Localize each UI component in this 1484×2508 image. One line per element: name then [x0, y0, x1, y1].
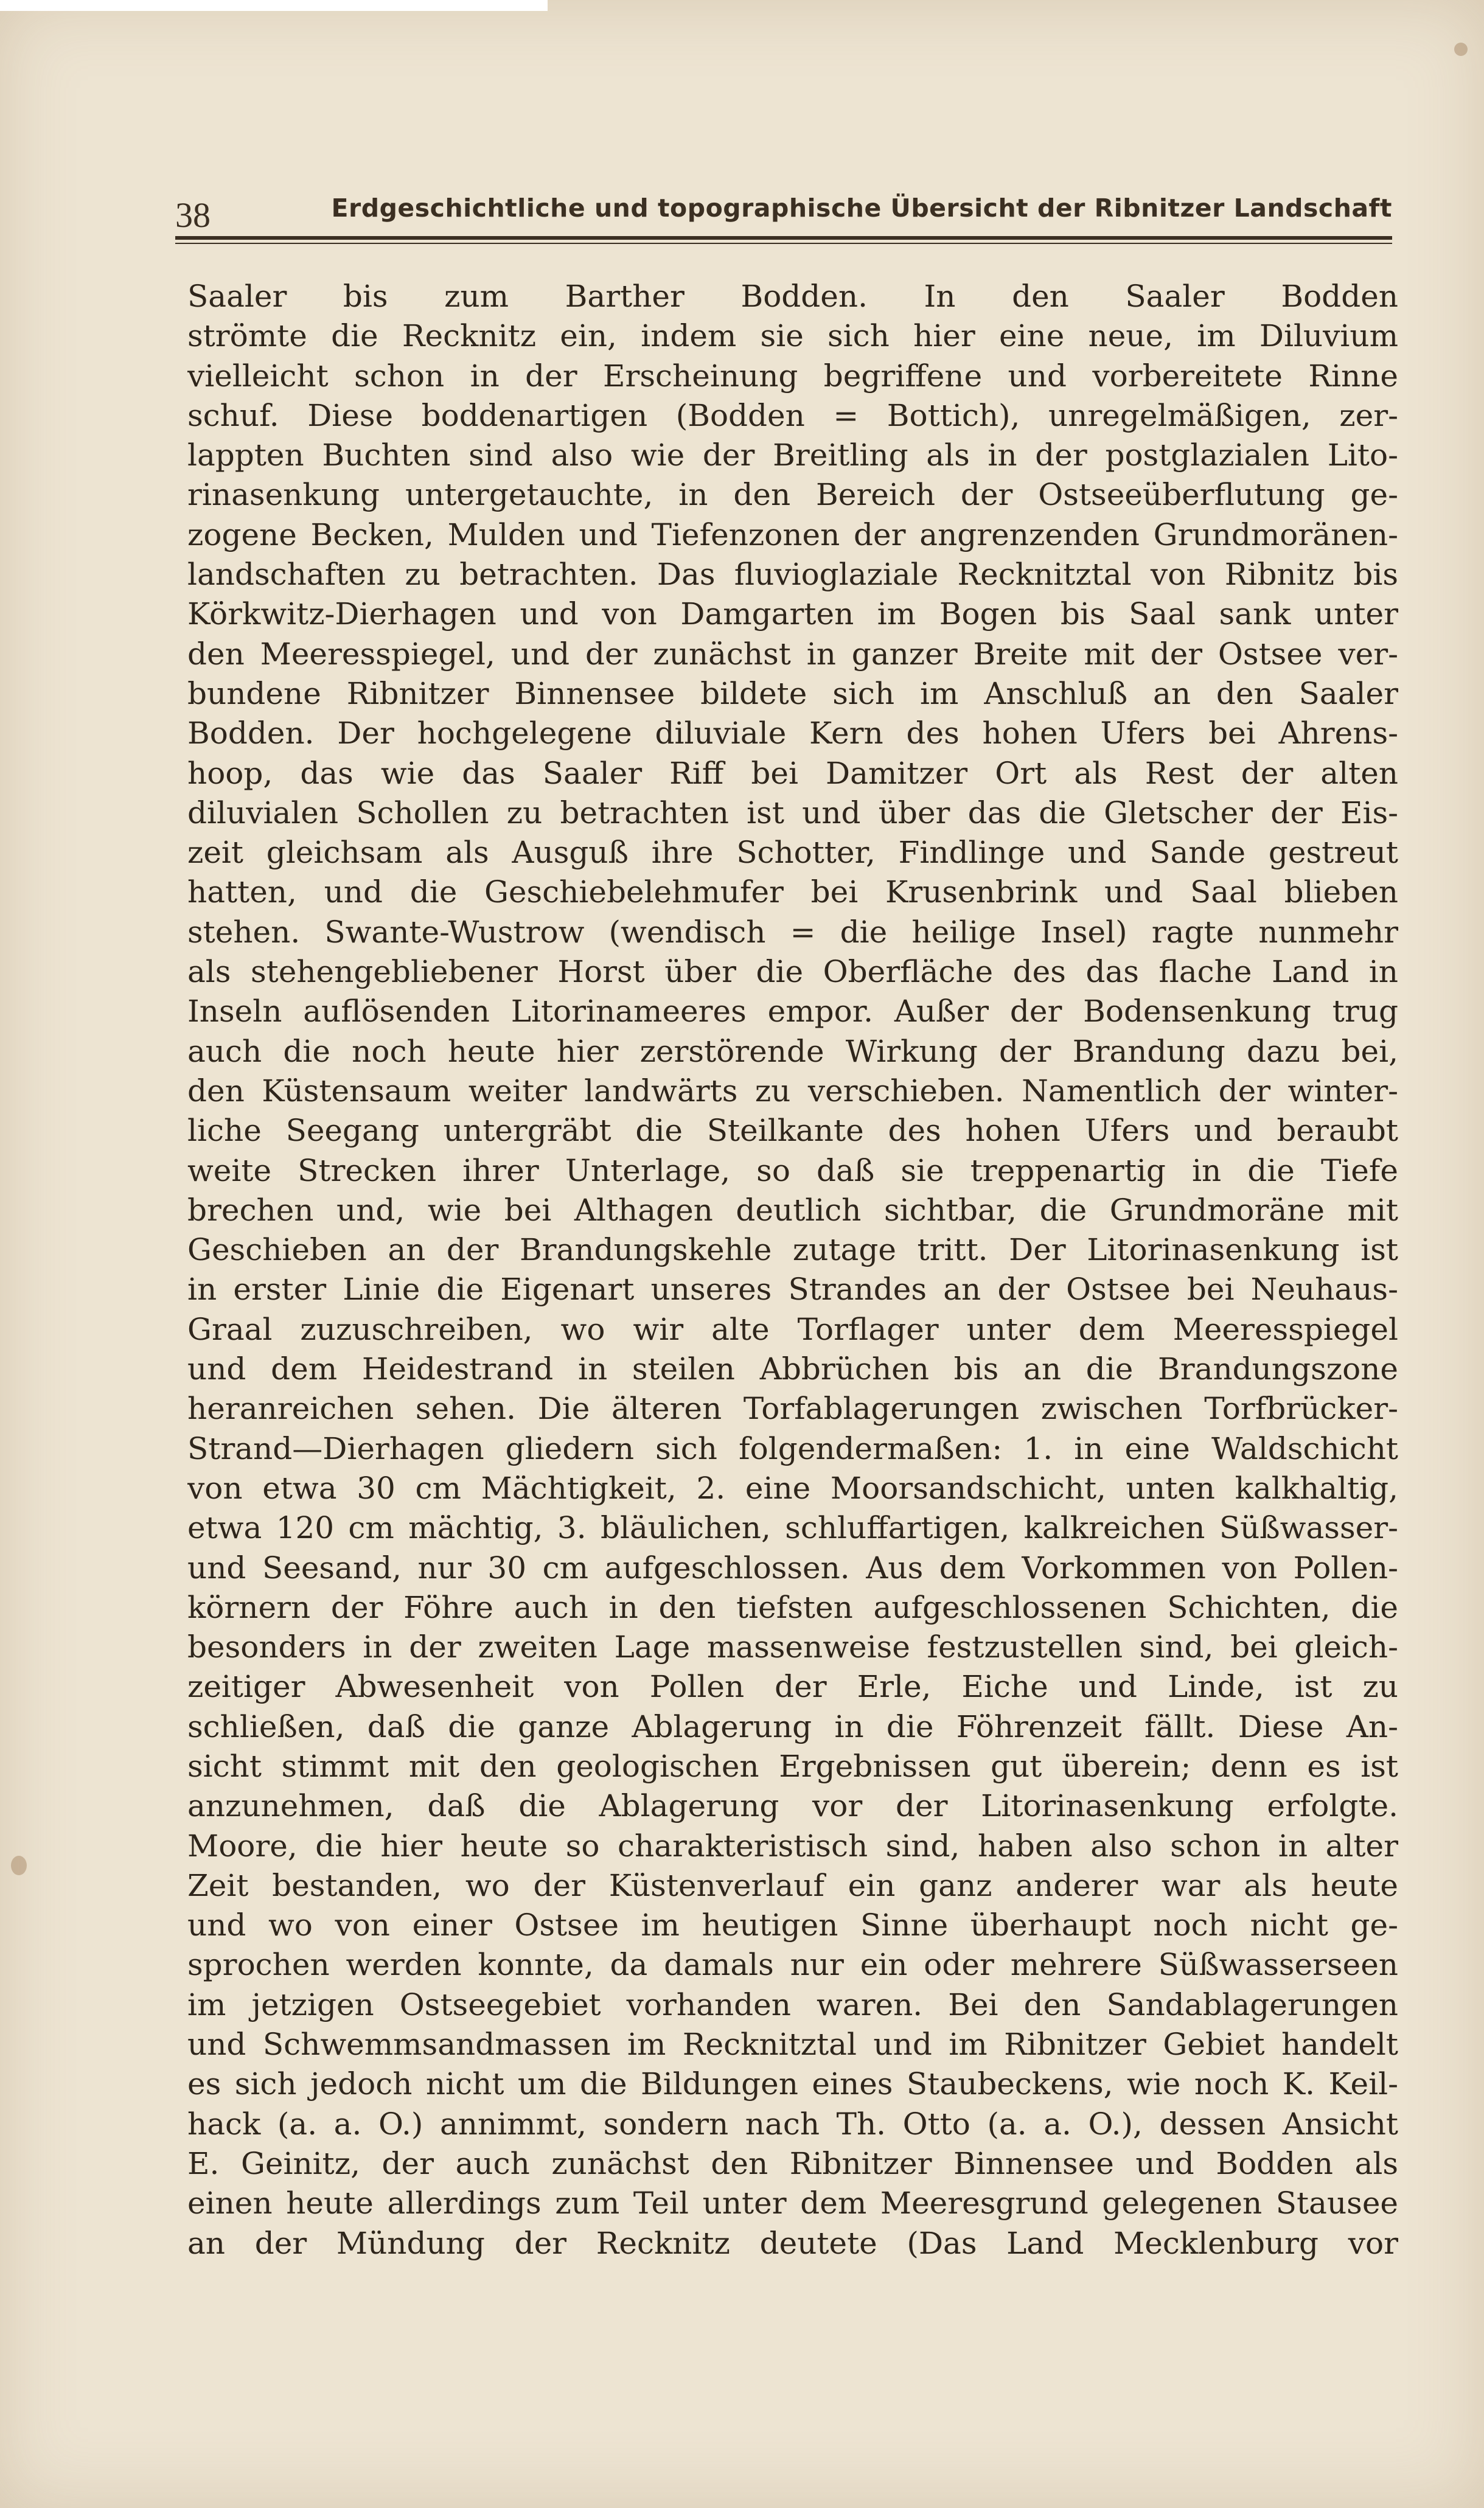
text-line: rinasenkung untergetauchte, in den Bereich der Ostseeüberflutung ge-	[187, 477, 1398, 513]
text-line: in erster Linie die Eigenart unseres Strandes an der Ostsee bei Neuhaus-	[187, 1272, 1398, 1308]
text-line: hoop, das wie das Saaler Riff bei Damitzer Ort als Rest der alten	[187, 755, 1398, 791]
text-line: Geschieben an der Brandungskehle zutage tritt. Der Litorinasenkung ist	[187, 1232, 1398, 1268]
text-line: bundene Ribnitzer Binnensee bildete sich im Anschluß an den Saaler	[187, 675, 1398, 711]
text-line: Zeit bestanden, wo der Küstenverlauf ein ganz anderer war als heute	[187, 1867, 1398, 1903]
text-line: von etwa 30 cm Mächtigkeit, 2. eine Moorsandschicht, unten kalkhaltig,	[187, 1470, 1398, 1506]
text-line: zeit gleichsam als Ausguß ihre Schotter, Findlinge und Sande gestreut	[187, 835, 1398, 871]
text-line: brechen und, wie bei Althagen deutlich sichtbar, die Grundmoräne mit	[187, 1192, 1398, 1228]
text-line: besonders in der zweiten Lage massenweise festzustellen sind, bei gleich-	[187, 1629, 1398, 1665]
text-line: Strand—Dierhagen gliedern sich folgendermaßen: 1. in eine Waldschicht	[187, 1430, 1398, 1466]
text-line: sicht stimmt mit den geologischen Ergebnissen gut überein; denn es ist	[187, 1748, 1398, 1784]
page-header	[175, 189, 1392, 235]
text-line: Saaler bis zum Barther Bodden. In den Saaler Bodden	[187, 279, 1398, 314]
header-rule-thin	[175, 243, 1392, 244]
text-line: landschaften zu betrachten. Das fluvioglaziale Recknitztal von Ribnitz bis	[187, 557, 1398, 593]
text-line: Körkwitz-Dierhagen und von Damgarten im Bogen bis Saal sank unter	[187, 596, 1398, 632]
text-line: den Küstensaum weiter landwärts zu verschieben. Namentlich der winter-	[187, 1073, 1398, 1109]
text-line: und Schwemmsandmassen im Recknitztal und im Ribnitzer Gebiet handelt	[187, 2027, 1398, 2063]
text-line: einen heute allerdings zum Teil unter dem Meeresgrund gelegenen Stausee	[187, 2186, 1398, 2221]
text-line: Inseln auflösenden Litorinameeres empor. Außer der Bodensenkung trug	[187, 994, 1398, 1029]
text-line: hack (a. a. O.) annimmt, sondern nach Th. Otto (a. a. O.), dessen Ansicht	[187, 2106, 1398, 2142]
text-line: heranreichen sehen. Die älteren Torfablagerungen zwischen Torfbrücker-	[187, 1391, 1398, 1427]
text-line: an der Mündung der Recknitz deutete (Das Land Mecklenburg vor	[187, 2225, 1398, 2261]
text-line: den Meeresspiegel, und der zunächst in ganzer Breite mit der Ostsee ver-	[187, 636, 1398, 672]
text-line: und dem Heidestrand in steilen Abbrüchen bis an die Brandungszone	[187, 1351, 1398, 1387]
text-line: auch die noch heute hier zerstörende Wirkung der Brandung dazu bei,	[187, 1033, 1398, 1069]
text-line: und wo von einer Ostsee im heutigen Sinne überhaupt noch nicht ge-	[187, 1907, 1398, 1943]
text-line: vielleicht schon in der Erscheinung begriffene und vorbereitete Rinne	[187, 358, 1398, 394]
paper-stain	[1454, 43, 1468, 56]
text-line: zogene Becken, Mulden und Tiefenzonen der angrenzenden Grundmoränen-	[187, 517, 1398, 552]
header-rule-thick	[175, 236, 1392, 240]
text-line: und Seesand, nur 30 cm aufgeschlossen. Aus dem Vorkommen von Pollen-	[187, 1550, 1398, 1586]
text-line: als stehengebliebener Horst über die Oberfläche des das flache Land in	[187, 954, 1398, 990]
text-line: hatten, und die Geschiebelehmufer bei Krusenbrink und Saal blieben	[187, 874, 1398, 910]
text-line: zeitiger Abwesenheit von Pollen der Erle, Eiche und Linde, ist zu	[187, 1669, 1398, 1705]
text-line: stehen. Swante-Wustrow (wendisch = die heilige Insel) ragte nunmehr	[187, 914, 1398, 950]
paper-stain	[11, 1856, 27, 1875]
text-line: E. Geinitz, der auch zunächst den Ribnitzer Binnensee und Bodden als	[187, 2145, 1398, 2181]
text-line: diluvialen Schollen zu betrachten ist und über das die Gletscher der Eis-	[187, 795, 1398, 831]
body-paragraph	[187, 277, 1398, 2263]
text-line: sprochen werden konnte, da damals nur ein oder mehrere Süßwasserseen	[187, 1947, 1398, 1983]
text-line: anzunehmen, daß die Ablagerung vor der Litorinasenkung erfolgte.	[187, 1788, 1398, 1824]
text-line: Graal zuzuschreiben, wo wir alte Torflager unter dem Meeresspiegel	[187, 1311, 1398, 1347]
text-line: Bodden. Der hochgelegene diluviale Kern des hohen Ufers bei Ahrens-	[187, 716, 1398, 751]
text-line: lappten Buchten sind also wie der Breitling als in der postglazialen Lito-	[187, 437, 1398, 473]
page-top-edge	[0, 0, 548, 11]
page-number: 38	[175, 195, 211, 235]
text-line: körnern der Föhre auch in den tiefsten aufgeschlossenen Schichten, die	[187, 1589, 1398, 1625]
running-title: Erdgeschichtliche und topographische Übersicht der Ribnitzer Landschaft	[331, 193, 1392, 223]
text-line: weite Strecken ihrer Unterlage, so daß sie treppenartig in die Tiefe	[187, 1152, 1398, 1188]
text-line: Moore, die hier heute so charakteristisch sind, haben also schon in alter	[187, 1828, 1398, 1864]
text-line: im jetzigen Ostseegebiet vorhanden waren. Bei den Sandablagerungen	[187, 1987, 1398, 2022]
text-line: liche Seegang untergräbt die Steilkante des hohen Ufers und beraubt	[187, 1113, 1398, 1149]
text-line: schuf. Diese boddenartigen (Bodden = Bottich), unregelmäßigen, zer-	[187, 397, 1398, 433]
text-line: es sich jedoch nicht um die Bildungen eines Staubeckens, wie noch K. Keil-	[187, 2066, 1398, 2102]
text-line: schließen, daß die ganze Ablagerung in die Föhrenzeit fällt. Diese An-	[187, 1709, 1398, 1744]
text-line: strömte die Recknitz ein, indem sie sich hier eine neue, im Diluvium	[187, 318, 1398, 354]
text-line: etwa 120 cm mächtig, 3. bläulichen, schluffartigen, kalkreichen Süßwasser-	[187, 1510, 1398, 1546]
